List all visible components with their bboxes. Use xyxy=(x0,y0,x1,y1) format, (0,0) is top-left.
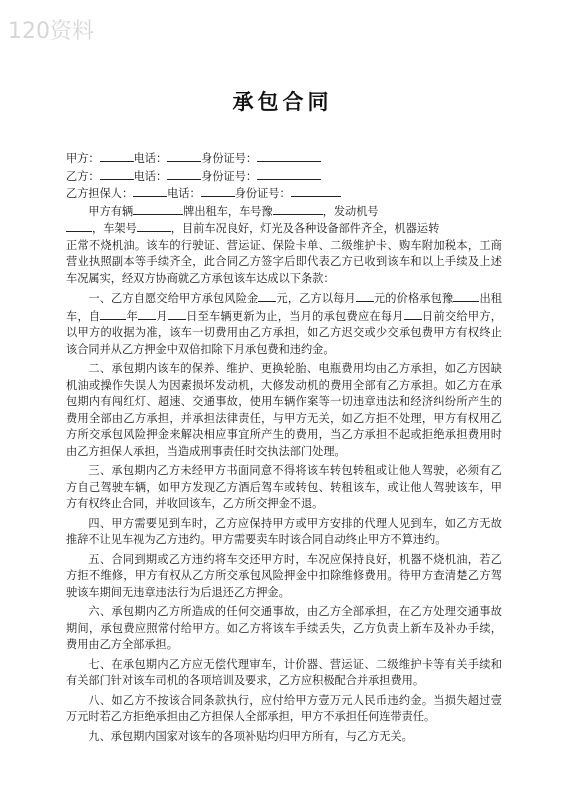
clause-7: 七、在承包期内乙方应无偿代理审车，计价器、营运证、二级维护卡等有关手续和有关部门针对该车司机的各项培训及要求，乙方应积极配合并承担费用。 xyxy=(66,657,502,687)
guarantor-label: 乙方担保人： xyxy=(66,187,134,200)
party-a-id-blank xyxy=(257,150,321,162)
plate-blank-2 xyxy=(453,290,479,302)
guarantor-line xyxy=(66,185,502,203)
clause-3: 三、承包期内乙方未经甲方书面同意不得将该车转包转租或让他人驾驶，必须有乙方自己驾驶车辆，如甲方发现乙方酒后驾车或转包、转租该车，或让他人驾驶该车，甲方有权终止合同，并收回该车，乙方所交押金不退。 xyxy=(66,464,502,510)
party-b-phone-blank xyxy=(167,168,201,180)
party-b-name-blank xyxy=(100,168,134,180)
start-year-blank xyxy=(100,308,126,320)
party-b-label: 乙方： xyxy=(66,169,100,183)
party-a-label: 甲方： xyxy=(66,152,100,165)
watermark: 120资料 xyxy=(8,19,94,44)
guarantor-phone-blank xyxy=(201,185,235,197)
party-b-id-blank xyxy=(257,168,321,180)
clause-1-text-a: 一、乙方自愿交给甲方承包风险金 xyxy=(88,292,259,305)
party-a-id-label: 身份证号： xyxy=(201,152,258,165)
plate-number-blank xyxy=(273,203,323,215)
clause-8: 八、如乙方不按该合同条款执行，应付给甲方壹万元人民币违约金。当损失超过壹万元时若乙方拒绝承担由乙方担保人全部承担，甲方不承担任何连带责任。 xyxy=(66,693,502,723)
start-month-blank xyxy=(138,308,156,320)
guarantor-phone-label: 电话： xyxy=(167,187,201,200)
clause-1-text-f: 月 xyxy=(156,309,168,323)
party-b-phone-label: 电话： xyxy=(133,169,168,183)
party-b-line xyxy=(66,168,502,186)
party-a-line xyxy=(66,150,502,168)
guarantor-name-blank xyxy=(133,185,167,197)
guarantor-id-label: 身份证号： xyxy=(234,187,291,200)
start-day-blank xyxy=(168,308,186,320)
party-a-name-blank xyxy=(100,150,134,162)
intro-rest: 正常不烧机油。该车的行驶证、营运证、保险卡单、二级维护卡、购车附加税本，工商营业执照副本等手续齐全，此合同乙方签字后即代表乙方已收到该车和以上手续及上述车况属实，经双方协商就乙方承包该车达成以下条款： xyxy=(66,238,502,285)
page-title: 承包合同 xyxy=(232,90,333,114)
intro-text-2a: ，车架号 xyxy=(92,222,137,235)
intro-text-1c: ，发动机号 xyxy=(322,204,379,218)
clause-1 xyxy=(66,290,502,358)
guarantor-id-blank xyxy=(291,185,341,197)
clause-2: 二、承包期内该车的保养、维护、更换轮胎、电瓶费用均由乙方承担，如乙方因缺机油或操作失误人为因素损坏发动机，大修发动机的费用全部有乙方承担。如乙方在承包期内有闯红灯、超速、交通事故，使用车辆作案等一切违章违法和经济纠纷所产生的费用全部由乙方承担，并承担法律责任，与甲方无关，如乙方拒不处理，甲方有权用乙方所交承包风险押金来解决相应事宜所产生的费用，当乙方承担不起或拒绝承担费用时由乙方担保人承担，当造成刑事责任时交执法部门处理。 xyxy=(66,362,502,458)
vehicle-count-blank xyxy=(133,203,183,215)
party-a-phone-label: 电话： xyxy=(133,152,168,165)
clause-9: 九、承包期内国家对该车的各项补贴均归甲方所有，与乙方无关。 xyxy=(88,729,413,743)
intro-text-1a: 甲方有辆 xyxy=(88,204,134,218)
frame-number-blank xyxy=(137,220,171,232)
risk-deposit-blank xyxy=(258,290,276,302)
intro-line-2 xyxy=(66,220,502,238)
party-a-phone-blank xyxy=(167,150,201,162)
intro-line-1 xyxy=(66,203,502,221)
clause-1-text-c: 元的价格承包豫 xyxy=(373,292,454,305)
party-b-id-label: 身份证号： xyxy=(201,169,258,183)
engine-number-blank xyxy=(66,220,92,232)
contract-body xyxy=(66,150,502,745)
clause-4: 四、甲方需要见到车时，乙方应保持甲方或甲方安排的代理人见到车，如乙方无故推辞不让见车视为乙方违约。甲方需要卖车时该合同自动终止甲方不算违约。 xyxy=(66,516,502,546)
clause-1-text-e: 年 xyxy=(126,309,139,323)
monthly-fee-blank xyxy=(356,290,374,302)
clause-1-text-h: 日前交给甲方，以甲方的收据为准，该车一切费用由乙方承担，如乙方迟交或少交承包费甲方有权终止该合同并从乙方押金中双倍扣除下月承包费和违约金。 xyxy=(66,309,502,356)
clause-5: 五、合同到期或乙方违约将车交还甲方时，车况应保持良好，机器不烧机油，若乙方拒不维修，甲方有权从乙方所交承包风险押金中扣除维修费用。待甲方查清楚乙方驾驶该车期间无违章违法行为后退还乙方押金。 xyxy=(66,552,502,599)
due-day-blank xyxy=(404,308,422,320)
clause-1-text-d: 出租车，自 xyxy=(66,292,502,323)
intro-text-2b: ，目前车况良好，灯光及各种设备部件齐全，机器运转 xyxy=(170,222,440,235)
intro-text-1b: 牌出租车，车号豫 xyxy=(183,204,273,218)
clause-1-text-b: 元，乙方以每月 xyxy=(276,292,356,305)
clause-6: 六、承包期内乙方所造成的任何交通事故，由乙方全部承担，在乙方处理交通事故期间，承包费应照常付给甲方。如乙方将该车手续丢失，乙方负责上新车及补办手续，费用由乙方全部承担。 xyxy=(66,605,502,651)
clause-1-text-g: 日至车辆更新为止，当月的承包费应在每月 xyxy=(185,309,404,323)
